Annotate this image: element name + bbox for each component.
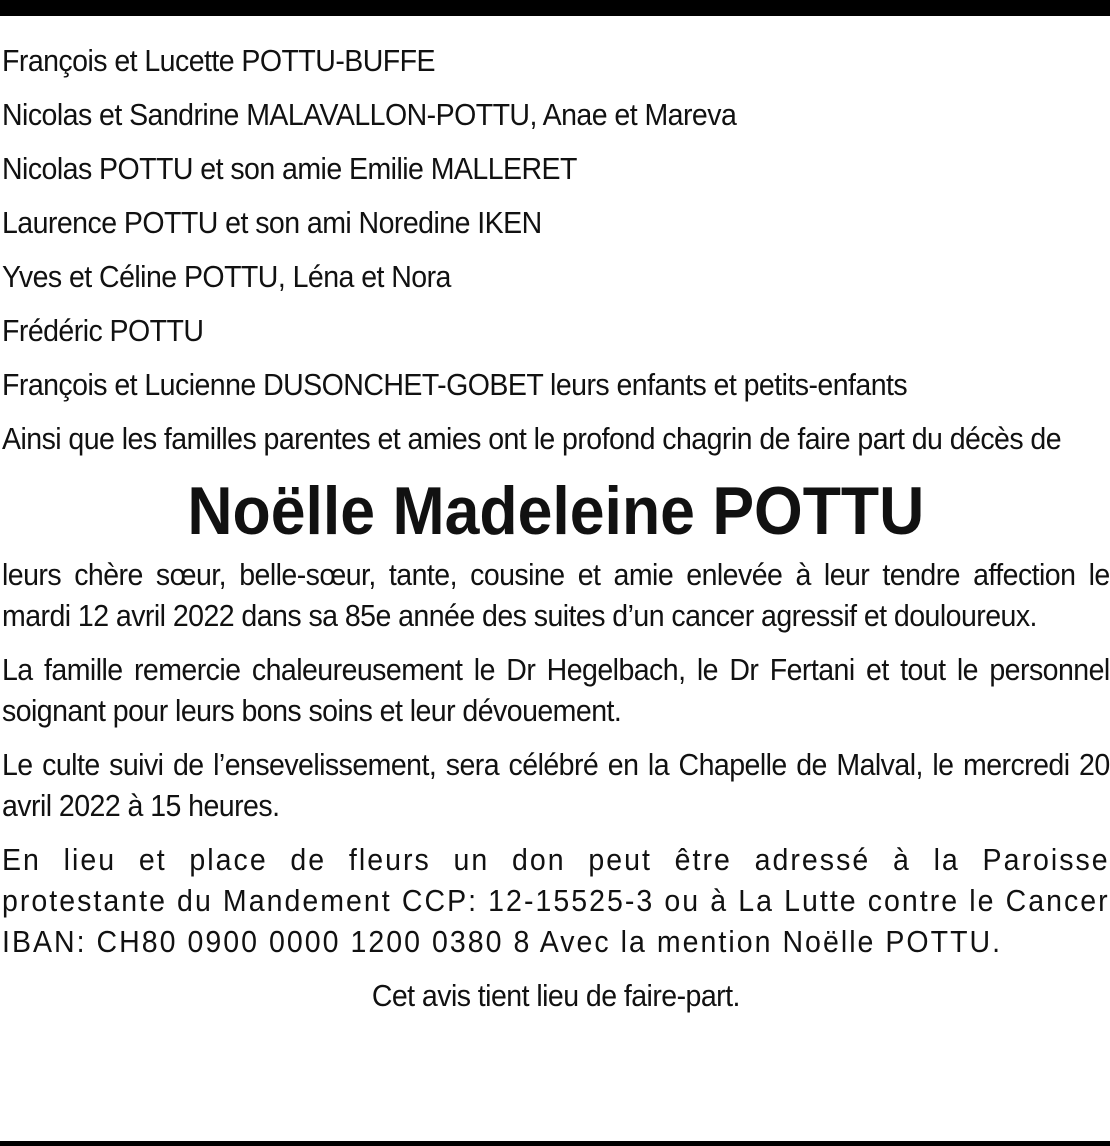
family-line: Nicolas et Sandrine MALAVALLON-POTTU, Anae et Mareva — [2, 97, 737, 132]
bottom-rule — [0, 1141, 1110, 1146]
family-line: Yves et Céline POTTU, Léna et Nora — [2, 259, 451, 294]
relation-paragraph: leurs chère sœur, belle-sœur, tante, cousine et amie enlevée à leur tendre affection le mardi 12 avril 2022 dans sa 85e année des suites d’un cancer agressif et douloureux. — [2, 557, 1110, 633]
family-line: François et Lucienne DUSONCHET-GOBET leurs enfants et petits-enfants — [2, 367, 908, 402]
footer-note: Cet avis tient lieu de faire-part. — [371, 978, 740, 1013]
deceased-name: Noëlle Madeleine POTTU — [187, 473, 925, 549]
family-line: Nicolas POTTU et son amie Emilie MALLERET — [2, 151, 577, 186]
donation-paragraph: En lieu et place de fleurs un don peut être adressé à la Paroisse protestante du Mandement CCP: 12-15525-3 ou à La Lutte contre le Cancer IBAN: CH80 0900 0000 1200 0380 8 Avec la mention Noëlle POTTU. — [2, 842, 1110, 959]
family-line: François et Lucette POTTU-BUFFE — [2, 43, 435, 78]
family-line: Laurence POTTU et son ami Noredine IKEN — [2, 205, 542, 240]
service-paragraph: Le culte suivi de l’ensevelissement, sera célébré en la Chapelle de Malval, le mercredi 20 avril 2022 à 15 heures. — [2, 747, 1110, 823]
notice-content — [2, 40, 1110, 1016]
family-line: Frédéric POTTU — [2, 313, 204, 348]
thanks-paragraph: La famille remercie chaleureusement le Dr Hegelbach, le Dr Fertani et tout le personnel soignant pour leurs bons soins et leur dévouement. — [2, 652, 1110, 728]
intro-paragraph: Ainsi que les familles parentes et amies ont le profond chagrin de faire part du décès de — [2, 421, 1062, 456]
top-rule — [0, 0, 1110, 16]
